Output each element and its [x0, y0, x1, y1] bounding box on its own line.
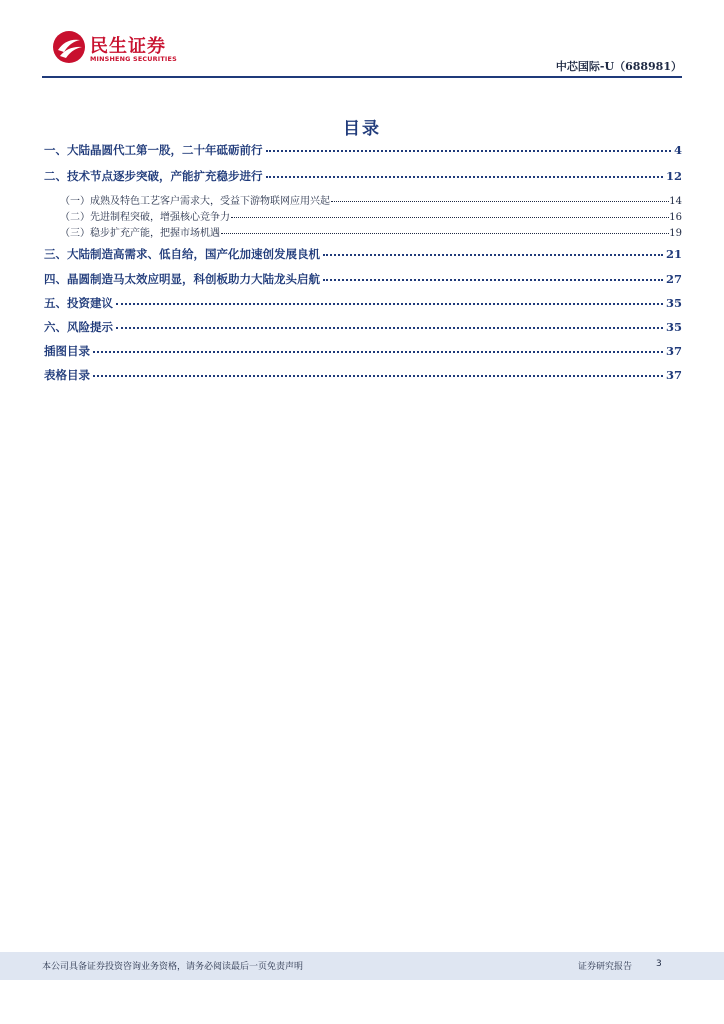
toc-entry-page: 37 [665, 368, 682, 382]
toc-entry-page: 14 [669, 196, 682, 207]
toc-entry[interactable] [44, 319, 682, 335]
toc-leader-dots [323, 254, 663, 256]
toc-entry-text: 三、大陆制造高需求、低自给，国产化加速创发展良机 [44, 247, 320, 261]
page-footer [0, 952, 724, 980]
toc-leader-dots [331, 201, 669, 202]
toc-entry-page: 19 [669, 228, 682, 239]
toc-entry[interactable] [44, 271, 682, 287]
footer-page-number: 3 [656, 959, 662, 969]
toc-entry[interactable] [44, 367, 682, 383]
logo-chinese-name: 民生证券 [90, 36, 166, 57]
toc-entry-text: 五、投资建议 [44, 296, 113, 310]
toc-entry[interactable] [44, 343, 682, 359]
toc-leader-dots [323, 279, 663, 281]
toc-leader-dots [93, 375, 663, 377]
toc-leader-dots [266, 150, 671, 152]
toc-entry-page: 37 [665, 344, 682, 358]
toc-entry-text: 六、风险提示 [44, 320, 113, 334]
toc-leader-dots [221, 233, 669, 234]
logo-english-name: MINSHENG SECURITIES [90, 55, 177, 63]
toc-entry-text: 四、晶圆制造马太效应明显，科创板助力大陆龙头启航 [44, 272, 320, 286]
toc-entry-text: 表格目录 [44, 368, 90, 382]
toc-subentry[interactable] [44, 224, 682, 239]
toc-entry-text: （三）稳步扩充产能，把握市场机遇 [60, 228, 220, 239]
toc-entry[interactable] [44, 168, 682, 184]
toc-entry[interactable] [44, 246, 682, 262]
toc-entry-text: （二）先进制程突破，增强核心竞争力 [60, 212, 230, 223]
minsheng-logo-icon [52, 30, 86, 64]
company-logo [52, 30, 192, 70]
toc-leader-dots [266, 176, 663, 178]
toc-leader-dots [116, 327, 663, 329]
page-header [0, 0, 724, 80]
toc-entry-page: 12 [665, 169, 682, 183]
footer-report-type: 证券研究报告 [578, 962, 633, 972]
header-divider [42, 76, 682, 78]
stock-name-code: 中芯国际-U（688981） [555, 60, 682, 73]
toc-entry-text: （一）成熟及特色工艺客户需求大，受益下游物联网应用兴起 [60, 196, 330, 207]
toc-entry-page: 16 [669, 212, 682, 223]
toc-entry-page: 35 [665, 320, 682, 334]
toc-subentry[interactable] [44, 192, 682, 207]
toc-leader-dots [93, 351, 663, 353]
toc-entry-page: 4 [673, 143, 682, 157]
toc-entry-text: 插图目录 [44, 344, 90, 358]
toc-entry[interactable] [44, 142, 682, 158]
footer-disclaimer: 本公司具备证券投资咨询业务资格，请务必阅读最后一页免责声明 [42, 962, 304, 972]
toc-entry-text: 二、技术节点逐步突破，产能扩充稳步进行 [44, 169, 263, 183]
toc-title: 目录 [343, 119, 381, 139]
toc-entry-page: 21 [665, 247, 682, 261]
toc-entry-text: 一、大陆晶圆代工第一股，二十年砥砺前行 [44, 143, 263, 157]
toc-leader-dots [231, 217, 669, 218]
toc-entry-page: 27 [665, 272, 682, 286]
toc-leader-dots [116, 303, 663, 305]
toc-entry-page: 35 [665, 296, 682, 310]
toc-subentry[interactable] [44, 208, 682, 223]
toc-entry[interactable] [44, 295, 682, 311]
